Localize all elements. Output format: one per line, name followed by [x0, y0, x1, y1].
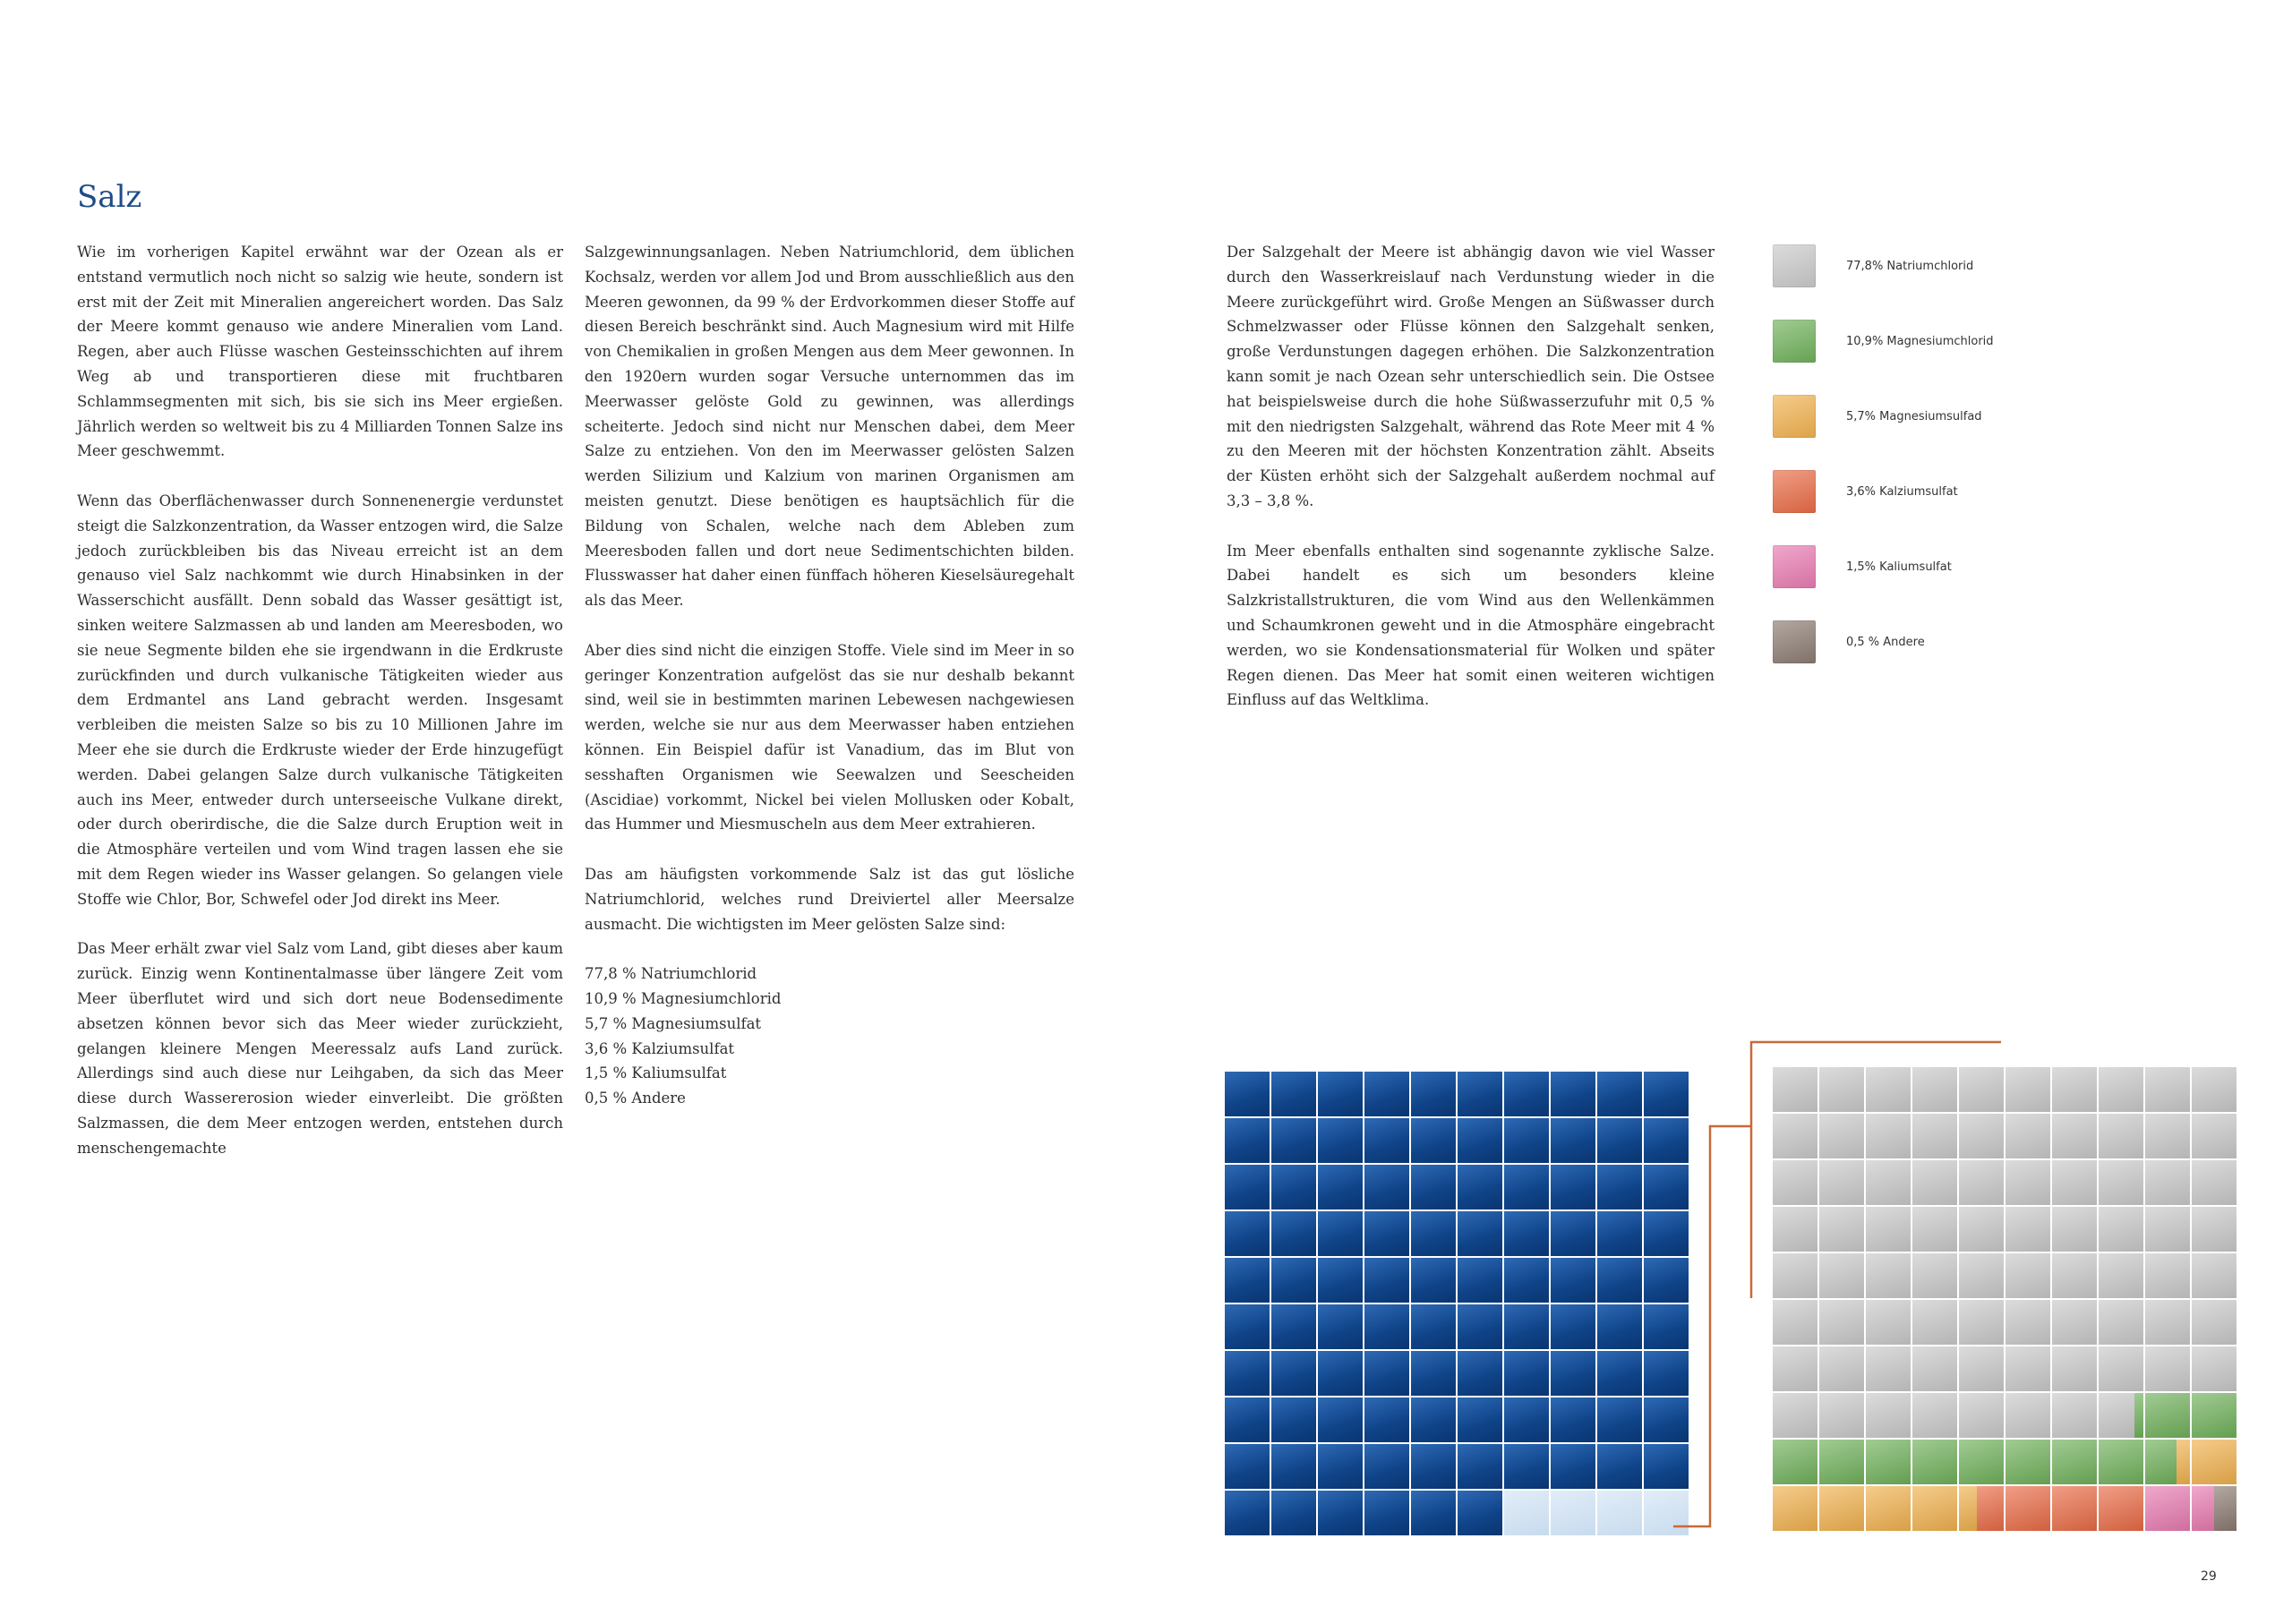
salt-list-item: 10,9 % Magnesiumchlorid [585, 989, 782, 1007]
paragraph: Aber dies sind nicht die einzigen Stoffe. Viele sind im Meer in so geringer Konzentration aufgelöst das sie nur deshalb bekannt sind, weil sie in bestimmten marinen Lebewesen nachgewiesen werden, welche sie nur aus dem Meerwasser haben entziehen können. Ein Beispiel dafür ist Vanadium, das im Blut von sesshaften Organismen wie Seewalzen und Seescheiden (Ascidiae) vorkommt, Nickel bei vielen Mollusken oder Kobalt, das Hummer und Miesmuscheln aus dem Meer extrahieren. [585, 641, 1074, 833]
connector-line [1673, 1126, 1751, 1526]
paragraph: Das Meer erhält zwar viel Salz vom Land, gibt dieses aber kaum zurück. Einzig wenn Kontinentalmasse über längere Zeit vom Meer überflutet wird und sich dort neue Bodensedimente absetzen können bevor sich das Meer wieder zurückzieht, gelangen kleinere Mengen Meeressalz aufs Land zurück. Allerdings sind auch diese nur Leihgaben, da sich das Meer diese durch Wassererosion wieder einverleibt. Die größten Salzmassen, die dem Meer entzogen werden, entstehen durch menschengemachte [77, 940, 563, 1157]
salt-list-item: 0,5 % Andere [585, 1090, 686, 1107]
paragraph: Das am häufigsten vorkommende Salz ist das gut lösliche Natriumchlorid, welches rund Dreiviertel aller Meersalze ausmacht. Die wichtigsten im Meer gelösten Salze sind: [585, 865, 1074, 933]
salt-list-item: 3,6 % Kalziumsulfat [585, 1039, 735, 1057]
connector-line [1751, 1042, 2001, 1298]
page-number: 29 [2201, 1569, 2217, 1584]
paragraph: Der Salzgehalt der Meere ist abhängig davon wie viel Wasser durch den Wasserkreislauf nach Verdunstung wieder in die Meere zurückgeführt wird. Große Mengen an Süßwasser durch Schmelzwasser oder Flüsse können den Salzgehalt senken, große Verdunstungen dagegen erhöhen. Die Salzkonzentration kann somit je nach Ozean sehr unterschiedlich sein. Die Ostsee hat beispielsweise durch die hohe Süßwasserzufuhr mit 0,5 % mit den niedrigsten Salzgehalt, während das Rote Meer mit 4 % zu den Meeren mit der höchsten Konzentration zählt. Abseits der Küsten erhöht sich der Salzgehalt außerdem nochmal auf 3,3 – 3,8 %. [1227, 244, 1715, 509]
legend-label: 10,9% Magnesiumchlorid [1846, 334, 1994, 348]
paragraph: Wenn das Oberflächenwasser durch Sonnenenergie verdunstet steigt die Salzkonzentration, da Wasser entzogen wird, die Salze jedoch zurückbleiben bis das Niveau erreicht ist an dem genauso viel Salz nachkommt wie durch Hinabsinken in der Wasserschicht ausfällt. Denn sobald das Wasser gesättigt ist, sinken weitere Salzmassen ab und landen am Meeresboden, wo sie neue Segmente bilden ehe sie irgendwann in die Erdkruste zurückfinden und durch vulkanische Tätigkeiten wieder aus dem Erdmantel ans Land gebracht werden. Insgesamt verbleiben die meisten Salze so bis zu 10 Millionen Jahre im Meer ehe sie durch die Erdkruste wieder der Erde hinzugefügt werden. Dabei gelangen Salze durch vulkanische Tätigkeiten auch ins Meer, entweder durch unterseeische Vulkane direkt, oder durch oberirdische, die die Salze durch Eruption weit in die Atmosphäre verteilen und vom Wind tragen lassen ehe sie mit dem Regen wieder ins Wasser gelangen. So gelangen viele Stoffe wie Chlor, Bor, Schwefel oder Jod direkt ins Meer. [77, 491, 563, 908]
paragraph: Wie im vorherigen Kapitel erwähnt war der Ozean als er entstand vermutlich noch nicht so salzig wie heute, sondern ist erst mit der Zeit mit Mineralien angereichert worden. Das Salz der Meere kommt genauso wie andere Mineralien vom Land. Regen, aber auch Flüsse waschen Gesteinsschichten auf ihrem Weg ab und transportieren diese mit fruchtbaren Schlammsegmenten mit sich, bis sie sich ins Meer ergießen. Jährlich werden so weltweit bis zu 4 Milliarden Tonnen Salze ins Meer geschwemmt. [77, 244, 563, 460]
legend-label: 0,5 % Andere [1846, 635, 1925, 649]
legend-label: 3,6% Kalziumsulfat [1846, 484, 1958, 499]
paragraph: Im Meer ebenfalls enthalten sind sogenannte zyklische Salze. Dabei handelt es sich um besonders kleine Salzkristallstrukturen, die vom Wind aus den Wellenkämmen und Schaumkronen geweht und in die Atmosphäre eingebracht werden, wo sie Kondensationsmaterial für Wolken und später Regen dienen. Das Meer hat somit einen weiteren wichtigen Einfluss auf das Weltklima. [1227, 542, 1715, 709]
legend-label: 77,8% Natriumchlorid [1846, 259, 1974, 273]
salt-list-item: 77,8 % Natriumchlorid [585, 965, 757, 983]
legend-label: 5,7% Magnesiumsulfad [1846, 409, 1982, 423]
paragraph: Salzgewinnungsanlagen. Neben Natriumchlorid, dem üblichen Kochsalz, werden vor allem Jod und Brom ausschließlich aus den Meeren gewonnen, da 99 % der Erdvorkommen dieser Stoffe auf diesen Bereich beschränkt sind. Auch Magnesium wird mit Hilfe von Chemikalien in großen Mengen aus dem Meer gewonnen. In den 1920ern wurden sogar Versuche unternommen das im Meerwasser gelöste Gold zu gewinnen, was allerdings scheiterte. Jedoch sind nicht nur Menschen dabei, dem Meer Salze zu entziehen. Von den im Meerwasser gelösten Salzen werden Silizium und Kalzium von marinen Organismen am meisten genutzt. Diese benötigen es hauptsächlich für die Bildung von Schalen, welche nach dem Ableben zum Meeresboden fallen und dort neue Sedimentschichten bilden. Flusswasser hat daher einen fünffach höheren Kieselsäuregehalt als das Meer. [585, 244, 1074, 610]
legend-label: 1,5% Kaliumsulfat [1846, 560, 1952, 574]
salt-list-item: 5,7 % Magnesiumsulfat [585, 1014, 762, 1032]
page-title: Salz [77, 179, 142, 215]
salt-list-item: 1,5 % Kaliumsulfat [585, 1064, 727, 1082]
